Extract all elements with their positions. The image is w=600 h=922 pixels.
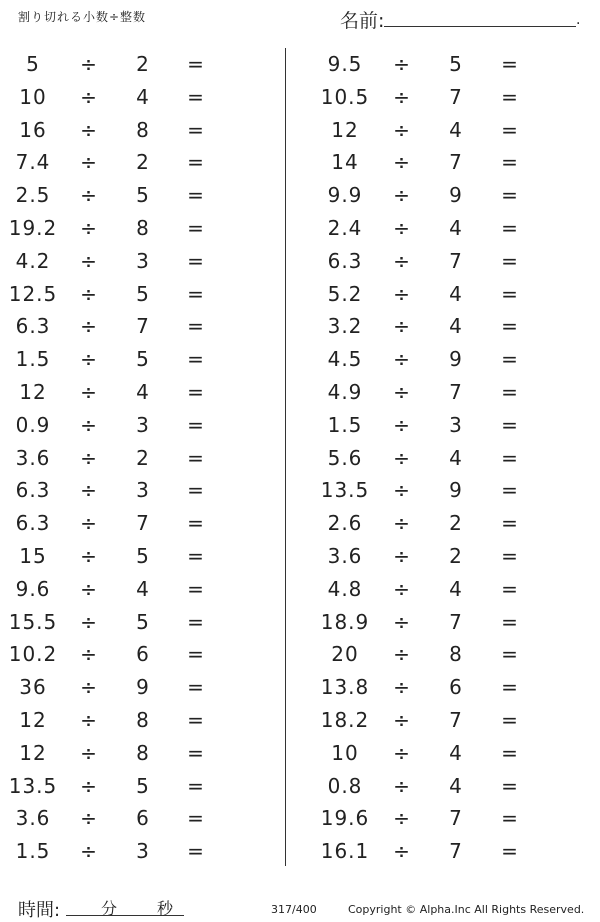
division-sign: ÷ <box>393 84 411 109</box>
problem-row <box>0 245 600 277</box>
equals-sign: = <box>187 740 205 765</box>
dividend: 2.6 <box>327 511 363 536</box>
equals-sign: = <box>187 642 205 667</box>
problem-row <box>0 81 600 113</box>
equals-sign: = <box>187 216 205 240</box>
division-sign: ÷ <box>80 216 98 240</box>
equals-sign: = <box>501 248 519 273</box>
divisor: 4 <box>449 216 463 240</box>
dividend: 6.3 <box>15 478 51 503</box>
dividend: 13.5 <box>320 478 370 503</box>
dividend: 12 <box>19 740 47 765</box>
division-sign: ÷ <box>80 642 98 667</box>
dividend: 18.2 <box>320 708 370 732</box>
dividend: 6.3 <box>327 248 363 273</box>
divisor: 6 <box>449 675 463 700</box>
problem-row <box>0 376 600 408</box>
division-sign: ÷ <box>393 773 411 798</box>
problem-row <box>0 409 600 441</box>
problem-row <box>0 704 600 736</box>
division-sign: ÷ <box>80 117 98 142</box>
division-sign: ÷ <box>80 773 98 798</box>
division-sign: ÷ <box>393 511 411 536</box>
divisor: 7 <box>449 839 463 864</box>
division-sign: ÷ <box>393 248 411 273</box>
dividend: 2.4 <box>327 216 363 240</box>
equals-sign: = <box>501 773 519 798</box>
dividend: 5.2 <box>327 281 363 306</box>
problem-row <box>0 835 600 867</box>
equals-sign: = <box>501 150 519 175</box>
divisor: 3 <box>136 412 150 437</box>
dividend: 7.4 <box>15 150 51 175</box>
divisor: 4 <box>136 380 150 404</box>
equals-sign: = <box>501 642 519 667</box>
problem-row <box>0 48 600 80</box>
equals-sign: = <box>187 675 205 700</box>
name-field <box>340 6 585 30</box>
equals-sign: = <box>501 839 519 864</box>
equals-sign: = <box>501 281 519 306</box>
divisor: 5 <box>136 773 150 798</box>
time-label: 時間: <box>18 900 61 921</box>
dividend: 10 <box>19 84 47 109</box>
divisor: 5 <box>136 281 150 306</box>
dividend: 18.9 <box>320 609 370 634</box>
divisor: 7 <box>136 314 150 339</box>
problem-row <box>0 540 600 572</box>
divisor: 2 <box>136 150 150 175</box>
division-sign: ÷ <box>80 248 98 273</box>
dividend: 1.5 <box>15 347 51 372</box>
equals-sign: = <box>187 412 205 437</box>
divisor: 5 <box>136 609 150 634</box>
dividend: 13.5 <box>8 773 58 798</box>
divisor: 5 <box>449 52 463 76</box>
equals-sign: = <box>187 150 205 175</box>
equals-sign: = <box>501 380 519 404</box>
divisor: 2 <box>449 511 463 536</box>
equals-sign: = <box>501 675 519 700</box>
division-sign: ÷ <box>393 478 411 503</box>
equals-sign: = <box>187 380 205 404</box>
divisor: 4 <box>449 740 463 765</box>
dividend: 3.6 <box>327 544 363 568</box>
divisor: 9 <box>449 347 463 372</box>
division-sign: ÷ <box>393 412 411 437</box>
divisor: 8 <box>449 642 463 667</box>
name-underline <box>384 26 576 27</box>
dividend: 5 <box>26 52 40 76</box>
page-number: 317/400 <box>271 903 317 916</box>
problem-row <box>0 179 600 211</box>
division-sign: ÷ <box>80 314 98 339</box>
problem-row <box>0 343 600 375</box>
division-sign: ÷ <box>393 576 411 601</box>
division-sign: ÷ <box>393 740 411 765</box>
problem-row <box>0 606 600 638</box>
division-sign: ÷ <box>80 347 98 372</box>
problem-row <box>0 507 600 539</box>
division-sign: ÷ <box>393 281 411 306</box>
problem-row <box>0 573 600 605</box>
division-sign: ÷ <box>80 380 98 404</box>
name-label: 名前: <box>340 10 385 32</box>
divisor: 7 <box>449 248 463 273</box>
divisor: 3 <box>136 478 150 503</box>
equals-sign: = <box>501 52 519 76</box>
divisor: 9 <box>136 675 150 700</box>
equals-sign: = <box>187 445 205 470</box>
division-sign: ÷ <box>80 281 98 306</box>
divisor: 4 <box>449 576 463 601</box>
dividend: 3.2 <box>327 314 363 339</box>
divisor: 7 <box>449 84 463 109</box>
dividend: 19.6 <box>320 806 370 831</box>
equals-sign: = <box>187 544 205 568</box>
dividend: 1.5 <box>15 839 51 864</box>
equals-sign: = <box>187 314 205 339</box>
problem-row <box>0 770 600 802</box>
dividend: 0.8 <box>327 773 363 798</box>
dividend: 12.5 <box>8 281 58 306</box>
divisor: 2 <box>449 544 463 568</box>
dividend: 10.2 <box>8 642 58 667</box>
equals-sign: = <box>501 117 519 142</box>
divisor: 5 <box>136 544 150 568</box>
dividend: 6.3 <box>15 314 51 339</box>
dividend: 3.6 <box>15 806 51 831</box>
equals-sign: = <box>187 52 205 76</box>
equals-sign: = <box>187 281 205 306</box>
divisor: 7 <box>449 806 463 831</box>
divisor: 5 <box>136 183 150 208</box>
copyright-notice: Copyright © Alpha.Inc All Rights Reserved. <box>348 903 585 916</box>
division-sign: ÷ <box>80 412 98 437</box>
division-sign: ÷ <box>393 347 411 372</box>
divisor: 7 <box>449 150 463 175</box>
equals-sign: = <box>187 839 205 864</box>
dividend: 19.2 <box>8 216 58 240</box>
dividend: 6.3 <box>15 511 51 536</box>
problem-row <box>0 278 600 310</box>
equals-sign: = <box>501 576 519 601</box>
dividend: 16.1 <box>320 839 370 864</box>
equals-sign: = <box>187 708 205 732</box>
equals-sign: = <box>187 84 205 109</box>
equals-sign: = <box>187 773 205 798</box>
dividend: 13.8 <box>320 675 370 700</box>
dividend: 15.5 <box>8 609 58 634</box>
problem-row <box>0 638 600 670</box>
equals-sign: = <box>501 84 519 109</box>
problem-row <box>0 671 600 703</box>
equals-sign: = <box>501 708 519 732</box>
division-sign: ÷ <box>393 150 411 175</box>
equals-sign: = <box>501 412 519 437</box>
division-sign: ÷ <box>393 642 411 667</box>
division-sign: ÷ <box>393 544 411 568</box>
equals-sign: = <box>501 511 519 536</box>
equals-sign: = <box>501 216 519 240</box>
dividend: 3.6 <box>15 445 51 470</box>
division-sign: ÷ <box>80 806 98 831</box>
name-end-dot: . <box>576 12 581 28</box>
dividend: 12 <box>19 380 47 404</box>
equals-sign: = <box>187 478 205 503</box>
minutes-label: 分 <box>101 899 118 918</box>
divisor: 4 <box>136 576 150 601</box>
equals-sign: = <box>501 183 519 208</box>
dividend: 14 <box>331 150 359 175</box>
division-sign: ÷ <box>80 740 98 765</box>
problem-row <box>0 737 600 769</box>
divisor: 4 <box>449 117 463 142</box>
equals-sign: = <box>187 117 205 142</box>
problem-row <box>0 212 600 244</box>
problem-row <box>0 114 600 146</box>
divisor: 6 <box>136 642 150 667</box>
seconds-label: 秒 <box>157 899 174 918</box>
problem-row <box>0 442 600 474</box>
division-sign: ÷ <box>80 708 98 732</box>
worksheet-title: 割り切れる小数÷整数 <box>18 10 147 24</box>
divisor: 4 <box>449 281 463 306</box>
divisor: 5 <box>136 347 150 372</box>
dividend: 5.6 <box>327 445 363 470</box>
division-sign: ÷ <box>393 183 411 208</box>
equals-sign: = <box>187 511 205 536</box>
divisor: 8 <box>136 216 150 240</box>
equals-sign: = <box>501 314 519 339</box>
division-sign: ÷ <box>393 609 411 634</box>
divisor: 8 <box>136 708 150 732</box>
divisor: 9 <box>449 183 463 208</box>
footer <box>0 892 600 921</box>
problem-row <box>0 474 600 506</box>
dividend: 4.8 <box>327 576 363 601</box>
dividend: 1.5 <box>327 412 363 437</box>
dividend: 9.5 <box>327 52 363 76</box>
divisor: 3 <box>136 248 150 273</box>
division-sign: ÷ <box>393 839 411 864</box>
dividend: 9.9 <box>327 183 363 208</box>
divisor: 7 <box>136 511 150 536</box>
division-sign: ÷ <box>80 183 98 208</box>
dividend: 10.5 <box>320 84 370 109</box>
division-sign: ÷ <box>80 544 98 568</box>
divisor: 7 <box>449 380 463 404</box>
dividend: 15 <box>19 544 47 568</box>
dividend: 2.5 <box>15 183 51 208</box>
division-sign: ÷ <box>393 708 411 732</box>
divisor: 3 <box>136 839 150 864</box>
equals-sign: = <box>187 609 205 634</box>
divisor: 4 <box>449 314 463 339</box>
equals-sign: = <box>501 478 519 503</box>
division-sign: ÷ <box>80 445 98 470</box>
dividend: 4.2 <box>15 248 51 273</box>
dividend: 0.9 <box>15 412 51 437</box>
division-sign: ÷ <box>393 675 411 700</box>
division-sign: ÷ <box>80 478 98 503</box>
division-sign: ÷ <box>393 445 411 470</box>
equals-sign: = <box>187 347 205 372</box>
division-sign: ÷ <box>80 52 98 76</box>
division-sign: ÷ <box>393 117 411 142</box>
division-sign: ÷ <box>393 52 411 76</box>
divisor: 2 <box>136 52 150 76</box>
divisor: 7 <box>449 609 463 634</box>
divisor: 3 <box>449 412 463 437</box>
equals-sign: = <box>187 576 205 601</box>
division-sign: ÷ <box>80 675 98 700</box>
problem-row <box>0 146 600 178</box>
equals-sign: = <box>501 806 519 831</box>
equals-sign: = <box>187 248 205 273</box>
division-sign: ÷ <box>393 216 411 240</box>
dividend: 4.9 <box>327 380 363 404</box>
dividend: 10 <box>331 740 359 765</box>
divisor: 4 <box>136 84 150 109</box>
division-sign: ÷ <box>393 806 411 831</box>
problem-row <box>0 310 600 342</box>
division-sign: ÷ <box>80 150 98 175</box>
divisor: 7 <box>449 708 463 732</box>
division-sign: ÷ <box>80 576 98 601</box>
equals-sign: = <box>187 183 205 208</box>
dividend: 4.5 <box>327 347 363 372</box>
divisor: 2 <box>136 445 150 470</box>
equals-sign: = <box>501 347 519 372</box>
division-sign: ÷ <box>393 380 411 404</box>
divisor: 6 <box>136 806 150 831</box>
equals-sign: = <box>501 740 519 765</box>
equals-sign: = <box>501 544 519 568</box>
divisor: 4 <box>449 773 463 798</box>
division-sign: ÷ <box>80 511 98 536</box>
divisor: 8 <box>136 740 150 765</box>
problem-row <box>0 802 600 834</box>
divisor: 4 <box>449 445 463 470</box>
dividend: 16 <box>19 117 47 142</box>
division-sign: ÷ <box>80 84 98 109</box>
division-sign: ÷ <box>80 609 98 634</box>
dividend: 12 <box>331 117 359 142</box>
dividend: 36 <box>19 675 47 700</box>
dividend: 20 <box>331 642 359 667</box>
dividend: 12 <box>19 708 47 732</box>
division-sign: ÷ <box>393 314 411 339</box>
dividend: 9.6 <box>15 576 51 601</box>
equals-sign: = <box>501 445 519 470</box>
equals-sign: = <box>187 806 205 831</box>
divisor: 8 <box>136 117 150 142</box>
equals-sign: = <box>501 609 519 634</box>
divisor: 9 <box>449 478 463 503</box>
division-sign: ÷ <box>80 839 98 864</box>
